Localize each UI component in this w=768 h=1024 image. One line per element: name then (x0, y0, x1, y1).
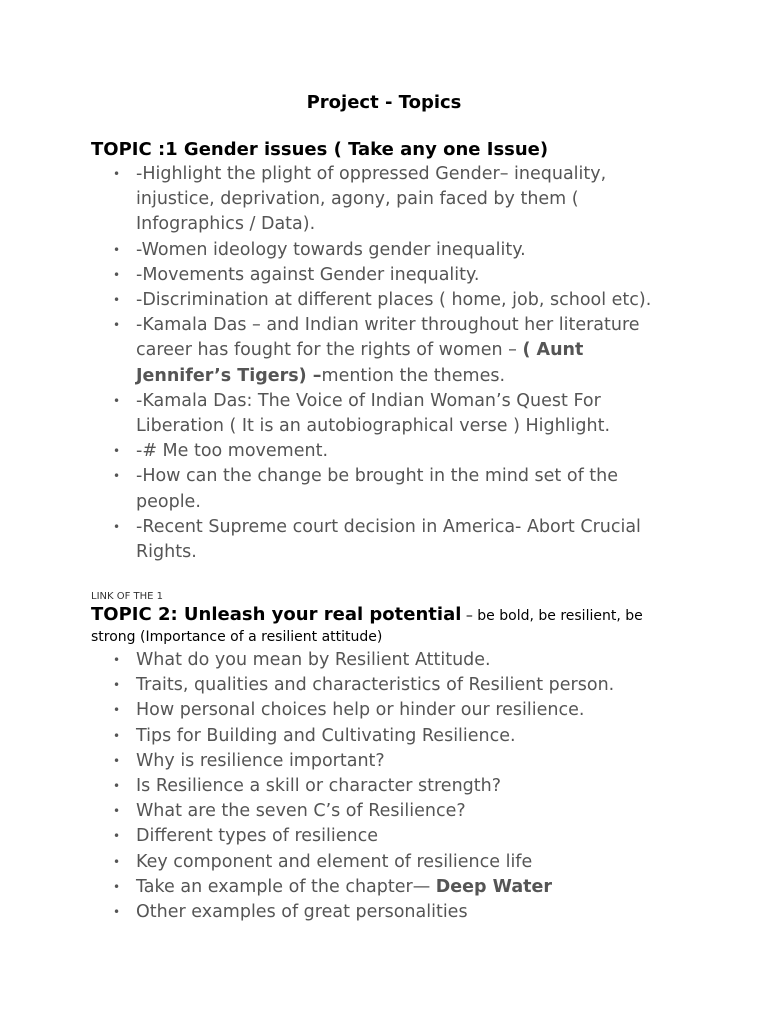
list-item: • Take an example of the chapter— Deep Water (113, 875, 656, 900)
list-item: • -Women ideology towards gender inequality. (113, 238, 656, 263)
topic-2-subtitle: – be bold, be resilient, be strong (Importance of a resilient attitude) (91, 608, 643, 645)
topic-2-title: TOPIC 2: Unleash your real potential (91, 604, 462, 625)
page-title: Project - Topics (306, 92, 462, 113)
bold-title-aunt-jennifers-tigers: ( Aunt Jennifer’s Tigers) – (136, 340, 584, 386)
list-item: • Tips for Building and Cultivating Resilience. (113, 724, 656, 749)
bold-title-deep-water: Deep Water (435, 876, 553, 897)
list-item: • -How can the change be brought in the mind set of the people. (113, 464, 656, 514)
list-item: • How personal choices help or hinder our resilience. (113, 698, 656, 723)
topic-2-heading (91, 605, 691, 647)
list-item: • What do you mean by Resilient Attitude. (113, 648, 656, 673)
list-item: • -# Me too movement. (113, 439, 656, 464)
list-item: • -Kamala Das: The Voice of Indian Woman’s Quest For Liberation ( It is an autobiographical verse ) Highlight. (113, 389, 656, 439)
list-item: • Traits, qualities and characteristics of Resilient person. (113, 673, 656, 698)
list-item: • Different types of resilience (113, 824, 656, 849)
list-item: • Other examples of great personalities (113, 900, 656, 925)
list-item: • What are the seven C’s of Resilience? (113, 799, 656, 824)
list-item: • -Highlight the plight of oppressed Gender– inequality, injustice, deprivation, agony, pain faced by them ( Infographics / Data). (113, 162, 656, 238)
list-item: • -Discrimination at different places ( home, job, school etc). (113, 288, 656, 313)
link-note: LINK OF THE 1 (91, 591, 164, 602)
list-item: • -Kamala Das – and Indian writer throughout her literature career has fought for the rights of women – ( Aunt Jennifer’s Tigers) –mention the themes. (113, 313, 656, 389)
list-item: • Is Resilience a skill or character strength? (113, 774, 656, 799)
list-item: • -Recent Supreme court decision in America- Abort Crucial Rights. (113, 515, 656, 565)
list-item: • Why is resilience important? (113, 749, 656, 774)
topic-1-heading: TOPIC :1 Gender issues ( Take any one Issue) (91, 139, 549, 160)
list-item: • -Movements against Gender inequality. (113, 263, 656, 288)
topic-1-list (113, 162, 656, 565)
topic-2-list (113, 648, 656, 925)
list-item: • Key component and element of resilience life (113, 850, 656, 875)
